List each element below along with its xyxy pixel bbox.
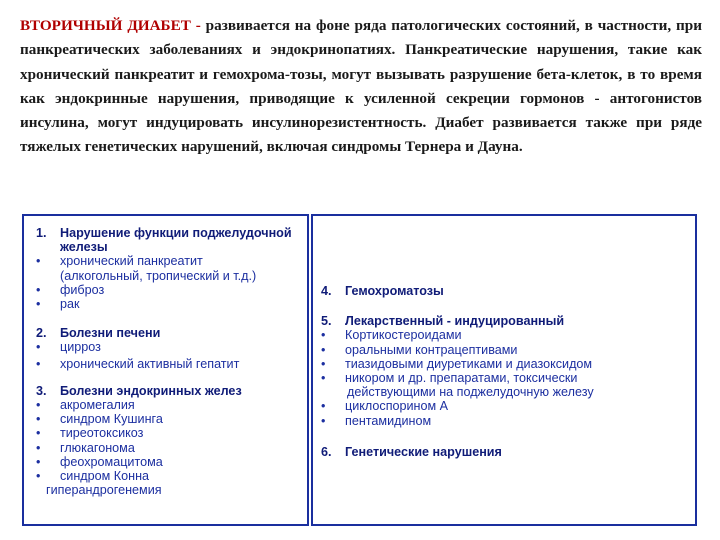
list-item: [321, 414, 693, 428]
bullet-icon: •: [36, 426, 41, 441]
section-number: 5.: [321, 314, 332, 329]
section-heading: [321, 284, 693, 298]
list-item-text: никором и др. препаратами, токсически: [345, 371, 578, 386]
bullet-icon: •: [321, 413, 326, 428]
list-item: [321, 328, 693, 342]
bullet-icon: •: [36, 412, 41, 427]
section-heading: [36, 384, 304, 398]
section-number: 3.: [36, 383, 47, 398]
section-pancreas: [36, 226, 304, 311]
bullet-icon: •: [36, 440, 41, 455]
section-title: Болезни печени: [60, 326, 161, 341]
intro-title: ВТОРИЧНЫЙ ДИАБЕТ -: [20, 17, 201, 34]
list-item-text: циклоспорином А: [345, 399, 449, 414]
section-title: Лекарственный - индуцированный: [345, 314, 565, 329]
bullet-list: [321, 328, 693, 427]
bullet-icon: •: [36, 454, 41, 469]
list-item-text: рак: [60, 297, 80, 312]
bullet-icon: •: [321, 371, 326, 386]
bullet-icon: •: [36, 254, 41, 269]
intro-paragraph: [20, 14, 702, 160]
section-number: 4.: [321, 284, 332, 298]
list-item: [321, 399, 693, 413]
left-causes-box: [22, 214, 309, 526]
right-causes-box: [311, 214, 697, 526]
bullet-icon: •: [321, 356, 326, 371]
section-drug-induced: [321, 314, 693, 428]
bullet-list: [36, 398, 304, 497]
section-liver: [36, 326, 304, 371]
list-item-text: акромегалия: [60, 398, 135, 413]
section-heading: [321, 314, 693, 328]
bullet-list: [36, 340, 304, 370]
list-item: [36, 469, 304, 483]
list-item-text: синдром Конна: [60, 469, 150, 484]
section-hemochromatosis: [321, 284, 693, 298]
bullet-list: [36, 254, 304, 311]
bullet-icon: •: [36, 282, 41, 297]
bullet-icon: •: [36, 297, 41, 312]
list-item: [321, 371, 693, 385]
list-item: [36, 412, 304, 426]
list-item: [36, 340, 304, 354]
bullet-icon: •: [36, 469, 41, 484]
bullet-icon: •: [321, 399, 326, 414]
list-item-text: цирроз: [60, 340, 101, 355]
bullet-icon: •: [321, 328, 326, 343]
list-item-text: тиазидовыми диуретиками и диазоксидом: [345, 356, 593, 371]
list-item: [321, 343, 693, 357]
list-item: [36, 441, 304, 455]
list-item: [36, 297, 304, 311]
list-item-text: феохромацитома: [60, 454, 163, 469]
list-item: [36, 426, 304, 440]
section-heading: [36, 226, 304, 254]
section-heading: [36, 326, 304, 340]
intro-body: развивается на фоне ряда патологических состояний, в частности, при панкреатических заболеваниях и эндокринопатиях. Панкреатические нарушения, такие как хронический панкреатит и гемохрома-тозы, могут вызывать разрушение бета-клеток, в то время как эндокринные нарушения, приводящие к усиленной секреции гормонов - антогонистов инсулина, могут индуцировать инсулинорезистентность. Диабет развивается также при ряде тяжелых генетических нарушений, включая синдромы Тернера и Дауна.: [20, 17, 702, 156]
list-item: [36, 283, 304, 297]
bullet-icon: •: [36, 340, 41, 355]
list-item-text: хронический панкреатит: [60, 254, 203, 269]
list-item-text: пентамидином: [345, 413, 432, 428]
list-item: [36, 398, 304, 412]
list-item-text: тиреотоксикоз: [60, 426, 144, 441]
list-item-text: оральными контрацептивами: [345, 342, 518, 357]
bullet-icon: •: [36, 356, 41, 371]
bullet-icon: •: [36, 398, 41, 413]
section-title: Генетические нарушения: [345, 444, 502, 459]
section-genetic: [321, 445, 693, 459]
section-title: Гемохроматозы: [345, 284, 444, 298]
section-number: 2.: [36, 326, 47, 341]
list-item-text: фиброз: [60, 282, 105, 297]
list-item-text: глюкагонома: [60, 440, 135, 455]
section-heading: [321, 445, 693, 459]
list-item: [36, 455, 304, 469]
section-number: 1.: [36, 226, 47, 240]
section-endocrine: [36, 384, 304, 498]
list-item-text: Кортикостероидами: [345, 328, 462, 343]
list-item: [36, 254, 304, 268]
list-item: [321, 357, 693, 371]
section-title: Болезни эндокринных желез: [60, 383, 242, 398]
bullet-icon: •: [321, 342, 326, 357]
section-number: 6.: [321, 444, 332, 459]
section-title: Нарушение функции поджелудочной железы: [60, 226, 292, 255]
list-item-text: синдром Кушинга: [60, 412, 163, 427]
list-item: [36, 357, 304, 371]
list-item-continuation: (алкогольный, тропический и т.д.): [60, 268, 257, 283]
list-item-text: хронический активный гепатит: [60, 356, 240, 371]
list-item-continuation: действующими на поджелудочную железу: [347, 385, 594, 400]
list-item-continuation: гиперандрогенемия: [46, 483, 162, 498]
